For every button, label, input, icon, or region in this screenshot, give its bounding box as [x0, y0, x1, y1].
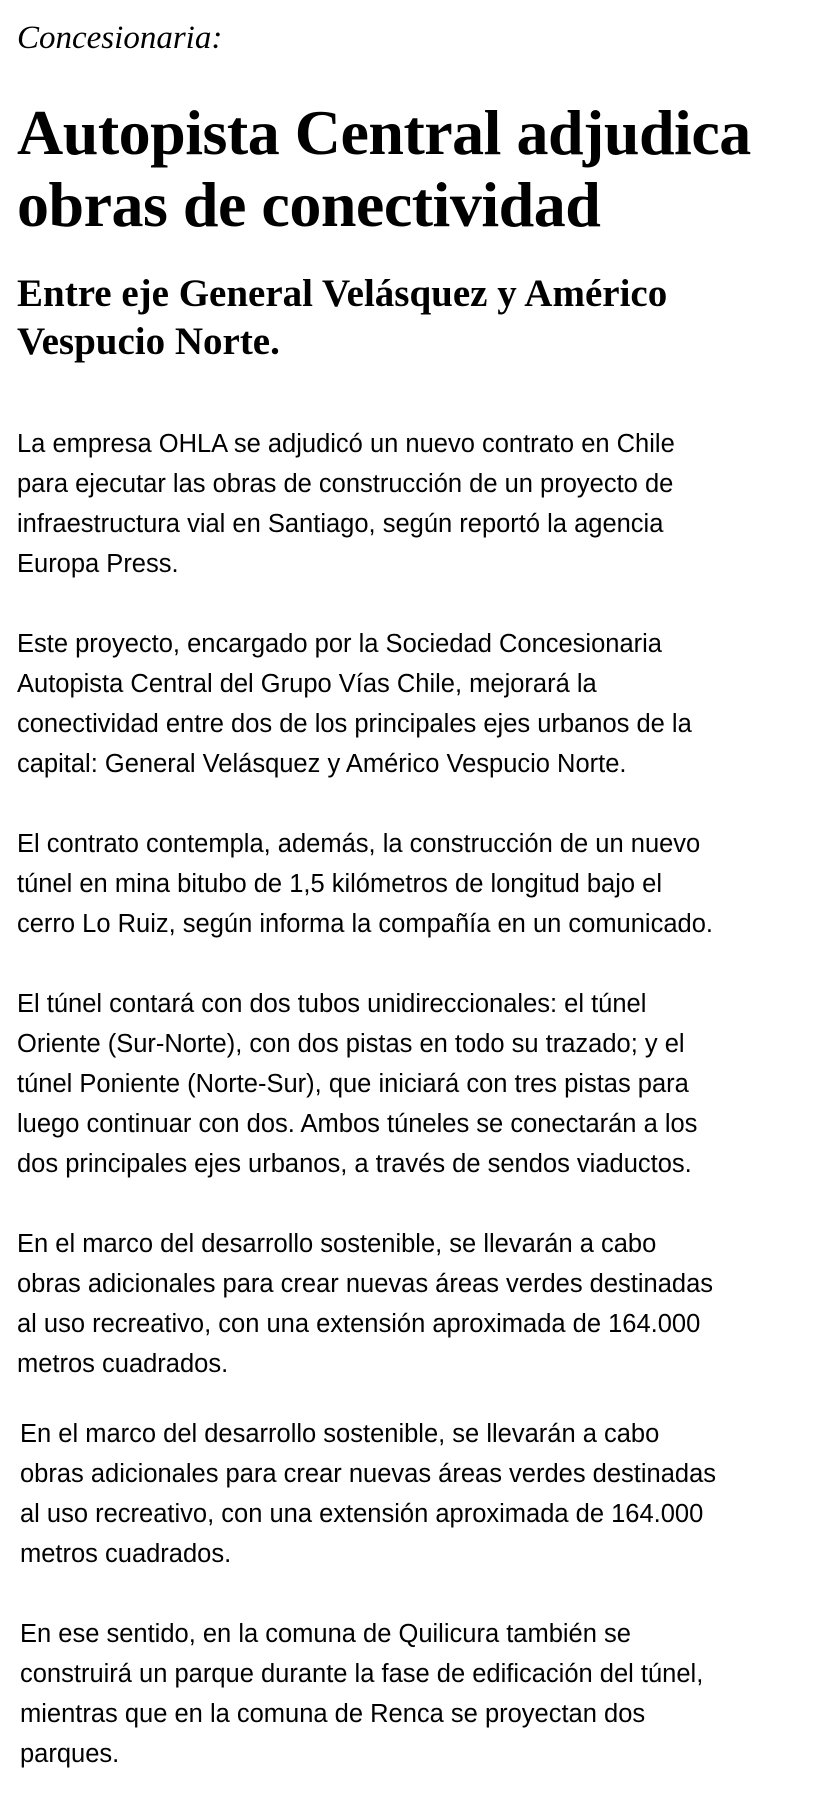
paragraph-line: metros cuadrados.	[17, 1350, 229, 1378]
headline-line: obras de conectividad	[17, 169, 601, 240]
body-paragraph	[17, 824, 807, 944]
paragraph-line: para ejecutar las obras de construcción de un proyecto de	[17, 470, 674, 498]
paragraph-line: En ese sentido, en la comuna de Quilicura también se	[20, 1620, 631, 1648]
paragraph-line: metros cuadrados.	[20, 1540, 232, 1568]
paragraph-line: Este proyecto, encargado por la Sociedad Concesionaria	[17, 630, 662, 658]
paragraph-line: al uso recreativo, con una extensión aproximada de 164.000	[17, 1310, 701, 1338]
paragraph-line: túnel Poniente (Norte-Sur), que iniciará con tres pistas para	[17, 1070, 689, 1098]
paragraph-line: Europa Press.	[17, 550, 179, 578]
body-paragraph	[17, 1224, 807, 1384]
body-paragraph	[20, 1414, 810, 1574]
paragraph-line: al uso recreativo, con una extensión aproximada de 164.000	[20, 1500, 704, 1528]
paragraph-line: conectividad entre dos de los principales ejes urbanos de la	[17, 710, 692, 738]
paragraph-line: túnel en mina bitubo de 1,5 kilómetros de longitud bajo el	[17, 870, 663, 898]
paragraph-line: obras adicionales para crear nuevas áreas verdes destinadas	[17, 1270, 713, 1298]
paragraph-line: El contrato contempla, además, la construcción de un nuevo	[17, 830, 701, 858]
article-headline	[17, 97, 807, 241]
paragraph-line: dos principales ejes urbanos, a través de sendos viaductos.	[17, 1150, 692, 1178]
paragraph-line: infraestructura vial en Santiago, según reportó la agencia	[17, 510, 664, 538]
article-kicker: Concesionaria:	[17, 20, 223, 56]
paragraph-line: En el marco del desarrollo sostenible, se llevarán a cabo	[20, 1420, 660, 1448]
paragraph-line: obras adicionales para crear nuevas áreas verdes destinadas	[20, 1460, 716, 1488]
paragraph-line: luego continuar con dos. Ambos túneles se conectarán a los	[17, 1110, 698, 1138]
paragraph-line: El túnel contará con dos tubos unidireccionales: el túnel	[17, 990, 647, 1018]
paragraph-line: capital: General Velásquez y Américo Vespucio Norte.	[17, 750, 627, 778]
paragraph-line: La empresa OHLA se adjudicó un nuevo contrato en Chile	[17, 430, 675, 458]
body-paragraph	[17, 424, 807, 584]
subhead-line: Vespucio Norte.	[17, 320, 280, 363]
paragraph-line: En el marco del desarrollo sostenible, se llevarán a cabo	[17, 1230, 657, 1258]
paragraph-line: parques.	[20, 1740, 120, 1768]
body-paragraph	[20, 1614, 810, 1774]
headline-line: Autopista Central adjudica	[17, 97, 751, 168]
paragraph-line: Oriente (Sur-Norte), con dos pistas en todo su trazado; y el	[17, 1030, 685, 1058]
paragraph-line: cerro Lo Ruiz, según informa la compañía en un comunicado.	[17, 910, 713, 938]
article-subhead	[17, 270, 807, 366]
paragraph-line: Autopista Central del Grupo Vías Chile, mejorará la	[17, 670, 597, 698]
subhead-line: Entre eje General Velásquez y Américo	[17, 272, 668, 315]
paragraph-line: construirá un parque durante la fase de edificación del túnel,	[20, 1660, 704, 1688]
body-paragraph	[17, 984, 807, 1184]
paragraph-line: mientras que en la comuna de Renca se proyectan dos	[20, 1700, 646, 1728]
body-paragraph	[17, 624, 807, 784]
